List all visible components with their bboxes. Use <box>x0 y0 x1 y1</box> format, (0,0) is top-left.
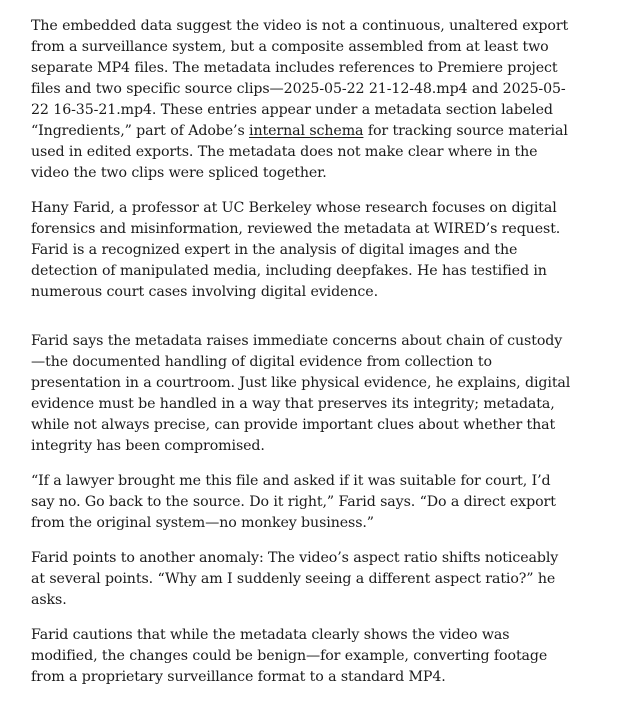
article-body <box>31 16 576 702</box>
paragraph-hany-farid-intro: Hany Farid, a professor at UC Berkeley whose research focuses on digital forensics and misinformation, reviewed the metadata at WIRED’s request. Farid is a recognized expert in the analysis of digital images and the detection of manipulated media, including deepfakes. He has testified in numerous court cases involving digital evidence. <box>31 200 561 300</box>
paragraph-metadata-composite <box>31 16 576 184</box>
paragraph-farid-quote: “If a lawyer brought me this file and asked if it was suitable for court, I’d say no. Go back to the source. Do it right,” Farid says. “Do a direct export from the original system—no monkey business.” <box>31 473 556 531</box>
paragraph-benign-changes: Farid cautions that while the metadata clearly shows the video was modified, the changes could be benign—for example, converting footage from a proprietary surveillance format to a standard MP4. <box>31 627 548 685</box>
paragraph-chain-of-custody: Farid says the metadata raises immediate concerns about chain of custody—the documented handling of digital evidence from collection to presentation in a courtroom. Just like physical evidence, he explains, digital evidence must be handled in a way that preserves its integrity; metadata, while not always precise, can provide important clues about whether that integrity has been compromised. <box>31 333 571 454</box>
paragraph-aspect-ratio: Farid points to another anomaly: The video’s aspect ratio shifts noticeably at several points. “Why am I suddenly seeing a different aspect ratio?” he asks. <box>31 550 559 608</box>
paragraph-1-text-after-link: for tracking source material used in edited exports. The metadata does not make clear where in the video the two clips were spliced together. <box>31 123 568 181</box>
paragraph-1-text-before-link: The embedded data suggest the video is not a continuous, unaltered export from a surveillance system, but a composite assembled from at least two separate MP4 files. The metadata includes references to Premiere project files and two specific source clips—2025-05-22 21-12-48.mp4 and 2025-05-22 16-35-21.mp4. These entries appear under a metadata section labeled “Ingredients,” part of Adobe’s <box>31 18 569 139</box>
internal-schema-link[interactable]: internal schema <box>249 123 364 139</box>
